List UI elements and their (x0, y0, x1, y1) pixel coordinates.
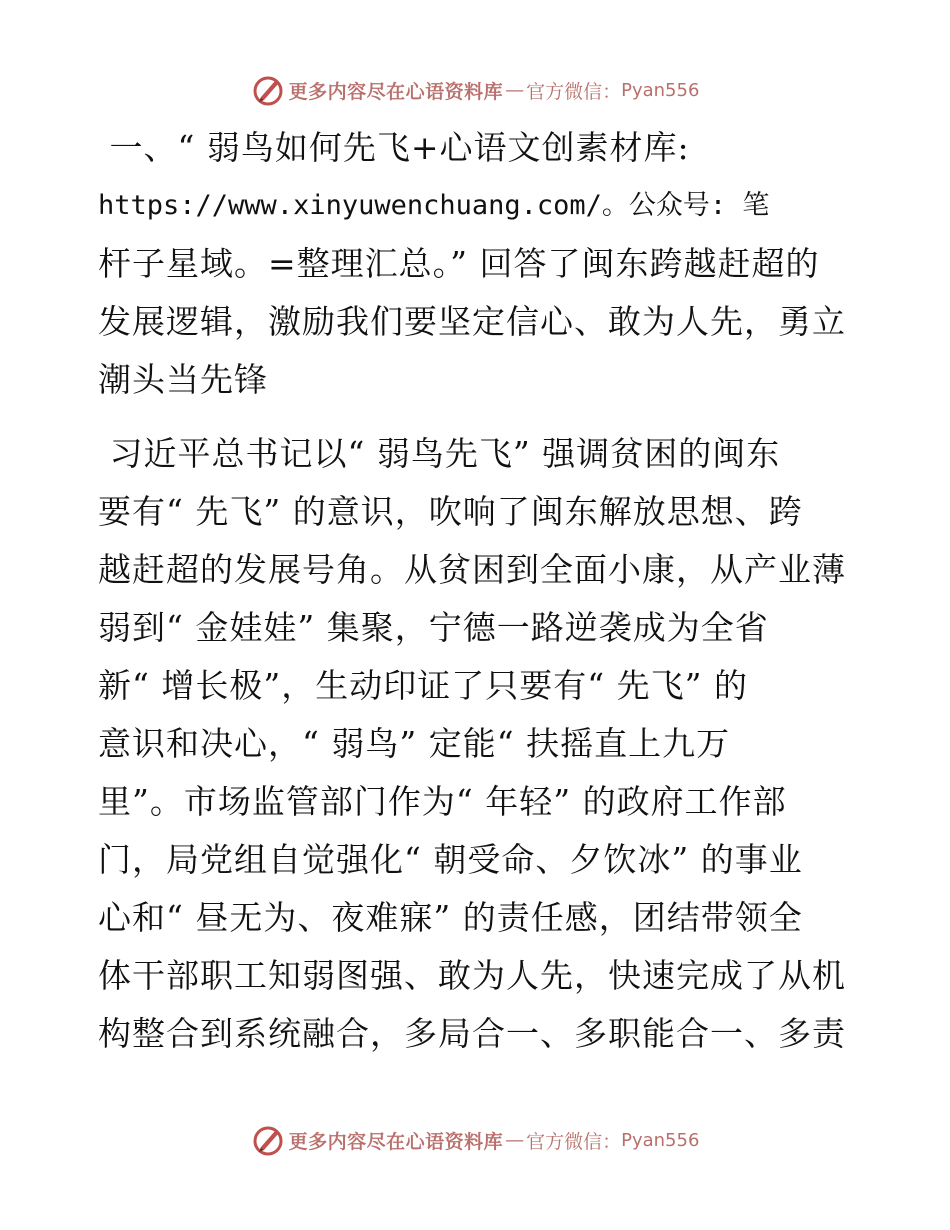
pen-logo-icon (251, 73, 285, 107)
text-line: 潮头当先锋 (98, 360, 268, 399)
header-watermark (0, 70, 950, 110)
text-line: https://www.xinyuwenchuang.com/。公众号: 笔 (98, 190, 770, 221)
text-line: 要有“ 先飞” 的意识，吹响了闽东解放思想、跨 (98, 492, 803, 531)
text-line: 里”。市场监管部门作为“ 年轻” 的政府工作部 (98, 782, 787, 821)
text-line: 心和“ 昼无为、夜难寐” 的责任感，团结带领全 (98, 898, 803, 937)
text-line: 弱到“ 金娃娃” 集聚，宁德一路逆袭成为全省 (98, 608, 769, 647)
watermark-main-text: 更多内容尽在心语资料库 (288, 1130, 504, 1153)
text-line: 越赶超的发展号角。从贫困到全面小康，从产业薄 (98, 550, 846, 589)
pen-logo-icon (251, 1123, 285, 1157)
footer-watermark (0, 1120, 950, 1160)
text-line: 习近平总书记以“ 弱鸟先飞” 强调贫困的闽东 (98, 434, 781, 473)
text-line: 门，局党组自觉强化“ 朝受命、夕饮冰” 的事业 (98, 840, 803, 879)
text-line: 构整合到系统融合，多局合一、多职能合一、多责 (98, 1014, 846, 1053)
text-line: 意识和决心，“ 弱鸟” 定能“ 扶摇直上九万 (98, 724, 731, 763)
watermark-official-label: 官方微信： (526, 80, 622, 103)
watermark-official-label: 官方微信： (526, 1130, 622, 1153)
watermark-dash: — (505, 1129, 525, 1151)
watermark-account: Pyan556 (621, 79, 700, 101)
watermark-account: Pyan556 (621, 1129, 700, 1151)
watermark-main-text: 更多内容尽在心语资料库 (288, 80, 504, 103)
text-line: 发展逻辑，激励我们要坚定信心、敢为人先，勇立 (98, 302, 846, 341)
text-line: 新“ 增长极”，生动印证了只要有“ 先飞” 的 (98, 666, 748, 705)
text-line: 体干部职工知弱图强、敢为人先，快速完成了从机 (98, 956, 846, 995)
watermark-dash: — (505, 79, 525, 101)
text-line: 一、“ 弱鸟如何先飞+心语文创素材库: (98, 128, 690, 167)
text-line: 杆子星域。=整理汇总。” 回答了闽东跨越赶超的 (98, 244, 820, 283)
